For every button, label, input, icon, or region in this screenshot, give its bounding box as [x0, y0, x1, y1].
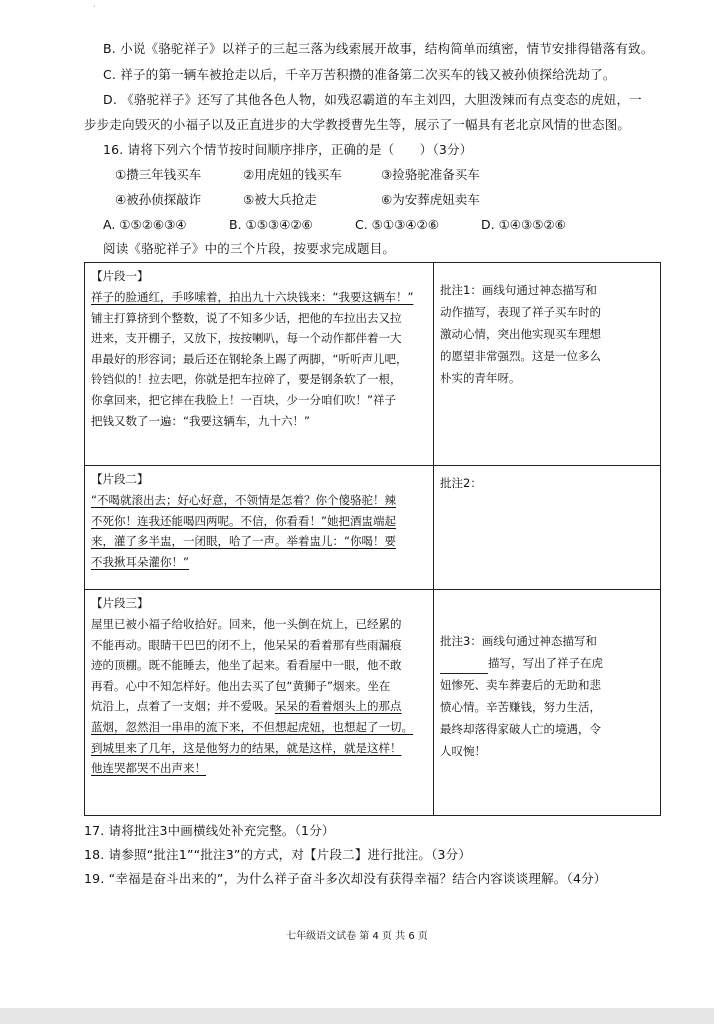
fragment-3-line: 屋里已被小福子给收拾好。回来，他一头倒在炕上，已经累的	[91, 617, 402, 631]
option-d-line2: 步步走向毁灭的小福子以及正直进步的大学教授曹先生等，展示了一幅具有老北京风情的世态图。	[84, 117, 631, 132]
fragment-1-line: 把钱又数了一遍：“我要这辆车，九十六！”	[91, 413, 310, 428]
fragment-row-1	[85, 263, 661, 466]
question-18: 18. 请参照“批注1”“批注3”的方式，对【片段二】进行批注。（3分）	[84, 847, 472, 862]
annotation-1-line: 的愿望非常强烈。这是一位多么	[440, 349, 601, 363]
fragment-3-line: 他连哭都哭不出声来！	[91, 761, 206, 776]
fragment-3-text	[85, 590, 434, 816]
fragment-1-line: 串最好的形容词；最后还在钢轮条上踢了两脚，“听听声儿吧，	[91, 351, 408, 366]
annotation-1	[434, 263, 661, 466]
fragment-1-line: 你拿回来，把它摔在我脸上！一百块，少一分咱们吹！”祥子	[91, 392, 396, 407]
option-c: C. 祥子的第一辆车被抢走以后，千辛万苦积攒的准备第二次买车的钱又被孙侦探给洗劫了。	[103, 67, 616, 82]
fragment-2-line: 不死你！连我还能喝四两呢。不信，你看看！”她把酒盅端起	[91, 513, 396, 528]
annotation-3-blank[interactable]	[440, 661, 488, 674]
annotation-3-line: 人叹惋！	[440, 744, 486, 758]
q16-item-3: ③捡骆驼准备买车	[381, 167, 480, 182]
fragment-row-3	[85, 590, 661, 816]
q16-choice-b: B. ①⑤③④②⑥	[229, 217, 313, 232]
question-16-stem: 16. 请将下列六个情节按时间顺序排序，正确的是（ ）（3分）	[103, 142, 473, 157]
fragment-1-line: 铺主打算挤到个整数，说了不知多少话，把他的车拉出去又拉	[91, 310, 402, 325]
q16-choice-c: C. ⑤①③④②⑥	[355, 217, 439, 232]
fragment-3-line-plain: 炕沿上，点着了一支烟；并不爱吸。	[91, 699, 275, 714]
q16-item-4: ④被孙侦探敲诈	[115, 192, 202, 207]
annotation-1-line: 朴实的青年呀。	[440, 371, 521, 385]
reading-intro: 阅读《骆驼祥子》中的三个片段，按要求完成题目。	[103, 241, 396, 256]
annotation-3-line: 愤心情。辛苦赚钱，努力生活，	[440, 700, 601, 714]
fragment-3-line: 再看。心中不知怎样好。他出去买了包“黄狮子”烟来。坐在	[91, 678, 391, 693]
q16-item-5: ⑤被大兵抢走	[243, 192, 317, 207]
scan-mark: ·	[93, 2, 96, 11]
fragment-2-text	[85, 466, 434, 590]
fragment-3-line: 迹的顶棚。既不能睡去，他坐了起来。看看屋中一眼，他不敢	[91, 658, 402, 673]
scan-bottom-edge	[0, 1008, 714, 1024]
fragment-3-line-underlined: 呆呆的看着烟头上的那点	[275, 699, 402, 714]
annotation-3-line: 妞惨死、卖车葬妻后的无助和悲	[440, 678, 601, 692]
fragment-1-line: 铃铛似的！拉去吧，你就是把车拉碎了，要是钢条软了一根，	[91, 372, 402, 387]
annotation-1-line: 批注1：画线句通过神态描写和	[440, 283, 597, 297]
question-17: 17. 请将批注3中画横线处补充完整。（1分）	[84, 823, 335, 838]
q16-item-2: ②用虎妞的钱买车	[243, 167, 342, 182]
question-19: 19. “幸福是奋斗出来的”，为什么祥子奋斗多次却没有获得幸福？结合内容谈谈理解。（4分）	[84, 871, 607, 886]
option-d-line1: D. 《骆驼祥子》还写了其他各色人物，如残忍霸道的车主刘四，大胆泼辣而有点变态的虎妞，一	[103, 92, 642, 107]
fragment-3-line	[91, 696, 427, 717]
option-b: B. 小说《骆驼祥子》以祥子的三起三落为线索展开故事，结构简单而缜密，情节安排得错落有致。	[103, 41, 654, 56]
fragment-2-line: 不我揪耳朵灌你！”	[91, 554, 189, 569]
annotation-3-line: 最终却落得家破人亡的境遇，令	[440, 722, 601, 736]
fragment-2-line: 来，灌了多半盅，一闭眼，哈了一声。举着盅儿：“你喝！要	[91, 534, 396, 549]
annotation-1-line: 动作描写，表现了祥子买车时的	[440, 305, 601, 319]
fragment-1-line: 进来，支开棚子，又放下，按按喇叭，每一个动作都伴着一大	[91, 331, 402, 346]
fragment-3-title: 【片段三】	[91, 596, 149, 610]
fragment-1-title: 【片段一】	[91, 269, 149, 283]
page-footer: 七年级语文试卷 第 4 页 共 6 页	[286, 931, 428, 942]
q16-item-6: ⑥为安葬虎妞卖车	[381, 192, 480, 207]
annotation-3-line-rest: 描写，写出了祥子在虎	[488, 656, 603, 670]
annotation-2-label: 批注2：	[440, 476, 482, 490]
fragment-3-line: 蓝烟，忽然泪一串串的流下来，不但想起虎妞，也想起了一切。	[91, 719, 413, 734]
annotation-2	[434, 466, 661, 590]
fragment-row-2	[85, 466, 661, 590]
fragment-1-text	[85, 263, 434, 466]
fragments-table	[84, 262, 661, 816]
annotation-3	[434, 590, 661, 816]
fragment-2-title: 【片段二】	[91, 472, 149, 486]
fragment-3-line: 到城里来了几年，这是他努力的结果，就是这样，就是这样！	[91, 740, 402, 755]
annotation-3-line: 批注3：画线句通过神态描写和	[440, 634, 597, 648]
q16-choice-d: D. ①④③⑤②⑥	[481, 217, 566, 232]
fragment-1-line: 祥子的脸通红，手哆嗦着，拍出九十六块钱来：“我要这辆车！”	[91, 290, 414, 304]
fragment-2-line: “不喝就滚出去；好心好意，不领情是怎着？你个傻骆驼！辣	[91, 493, 396, 507]
annotation-1-line: 激动心情，突出他实现买车理想	[440, 327, 601, 341]
fragment-3-line: 不能再动。眼睛干巴巴的闭不上，他呆呆的看着那有些雨漏痕	[91, 637, 402, 652]
annotation-3-line	[440, 652, 654, 674]
q16-item-1: ①攒三年钱买车	[115, 167, 202, 182]
q16-choice-a: A. ①⑤②⑥③④	[103, 217, 187, 232]
